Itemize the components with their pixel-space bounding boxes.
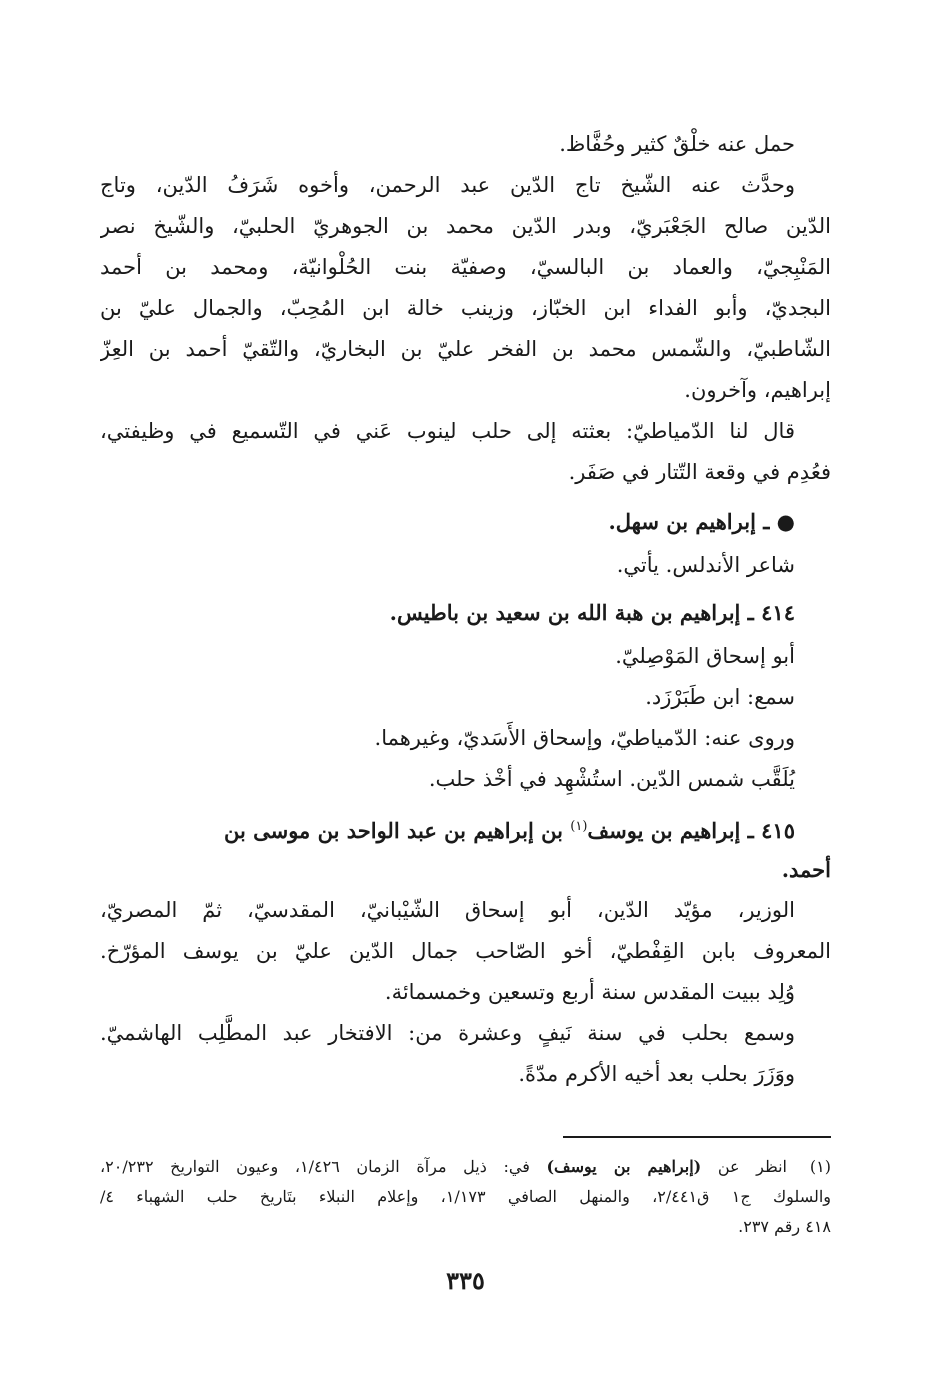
page-number: ٣٣٥ [446, 1266, 485, 1295]
footnote-separator [563, 1136, 831, 1138]
footnotes [100, 1152, 831, 1242]
entry-text-line: شاعر الأندلس. يأتي. [616, 553, 795, 577]
text-line: وحدَّث عنه الشّيخ تاج الدّين عبد الرحمن، وأخوه شَرَفُ الدّين، وتاج [100, 173, 795, 197]
entry-heading: ● ـ إبراهيم بن سهل. [608, 509, 795, 534]
main-text [100, 124, 831, 493]
footnote-line [100, 1152, 787, 1182]
text-line: قال لنا الدّمياطيّ: بعثته إلى حلب لينوب عَني في التّسميع في وظيفتي، [100, 419, 795, 443]
entry-heading-continuation: أحمد. [781, 857, 831, 882]
entry-heading [100, 804, 831, 850]
entry-414 [100, 590, 831, 800]
footnote-line: والسلوك ج١ ق٢/٤٤١، والمنهل الصافي ١/١٧٣، وإعلام النبلاء بتَاريخ حلب الشهباء ٤/ [100, 1187, 831, 1206]
text-line: المَنْبِجيّ، والعماد بن البالسيّ، وصفيّة بنت الحُلْوانيّة، ومحمد بن أحمد [100, 255, 831, 279]
entry-heading: ٤١٤ ـ إبراهيم بن هبة الله بن سعيد بن باطيس. [389, 600, 795, 625]
entry-text-line: يُلَقَّب شمس الدّين. استُشْهِد في أخْذ حلب. [428, 767, 795, 791]
entry-text [100, 890, 831, 1095]
entry-ibrahim-ibn-sahl [100, 499, 831, 586]
text-line: الشّاطبيّ، والشّمس محمد بن الفخر عليّ بن البخاريّ، والتّقيّ أحمد بن العِزّ [100, 337, 831, 361]
entry-text-line: الوزير، مؤيّد الدّين، أبو إسحاق الشّيْبانيّ، المقدسيّ، ثمّ المصريّ، [100, 898, 795, 922]
footnote-sources: في: ذيل مرآة الزمان ١/٤٢٦، وعيون التواريخ ٢٠/٢٣٢، [100, 1157, 547, 1176]
footnote-number: (١) [809, 1157, 831, 1176]
text-line: الدّين صالح الجَعْبَريّ، وبدر الدّين محمد بن الجوهريّ الحلبيّ، والشّيخ نصر [100, 214, 831, 238]
text-line: إبراهيم، وآخرون. [684, 378, 831, 402]
entry-heading-lineage: بن إبراهيم بن عبد الواحد بن موسى بن [223, 818, 571, 843]
footnote [100, 1152, 831, 1182]
entry-text-line: المعروف بابن القِفْطيّ، أخو الصّاحب جمال الدّين عليّ بن يوسف المؤرّخ. [100, 939, 831, 963]
footnote-text [100, 1152, 787, 1182]
entry-text-line: ووَزَرَ بحلب بعد أخيه الأكرم مدّةً. [518, 1062, 795, 1086]
footnote-reference-mark[interactable]: (١) [570, 819, 588, 834]
text-line: البجديّ، وأبو الفداء ابن الخبّاز، وزينب خالة ابن المُحِبّ، والجمال عليّ بن [100, 296, 831, 320]
footnote-line: ٤١٨ رقم ٢٣٧. [738, 1217, 831, 1236]
entry-text-line: وسمع بحلب في سنة نَيفٍ وعشرة من: الافتخار عبد المطَّلِب الهاشميّ. [100, 1021, 795, 1045]
entry-text-line: أبو إسحاق المَوْصِليّ. [615, 644, 795, 668]
entry-text-line: سمع: ابن طَبَرْزَد. [645, 685, 795, 709]
footnote-lead: انظر عن [701, 1157, 787, 1176]
entry-text-line: وروى عنه: الدّمياطيّ، وإسحاق الأَسَديّ، وغيرهما. [374, 726, 795, 750]
text-line: فعُدِم في وقعة التّتار في صَفَر. [568, 460, 831, 484]
footnote-subject: (إبراهيم بن يوسف) [546, 1157, 702, 1176]
entry-415 [100, 804, 831, 1095]
entry-heading-name: ٤١٥ ـ إبراهيم بن يوسف [587, 818, 795, 843]
entry-text-line: وُلِد ببيت المقدس سنة أربع وتسعين وخمسمائة. [384, 980, 795, 1004]
text-line: حمل عنه خلْقٌ كثير وحُفَّاظ. [559, 132, 795, 156]
